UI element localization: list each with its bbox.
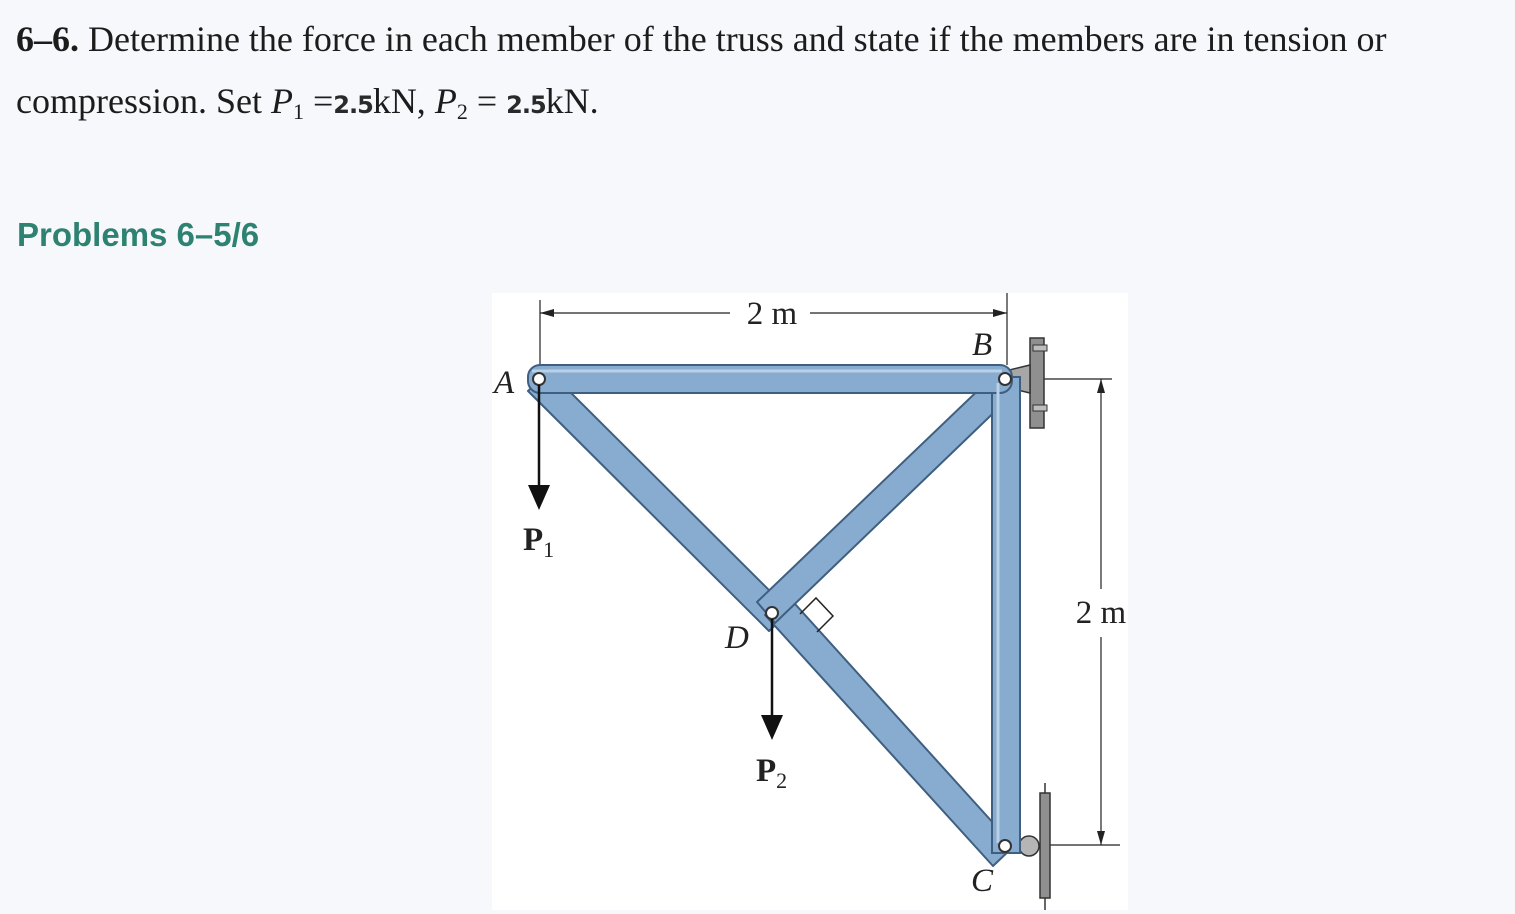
p2-unit: kN.: [545, 81, 599, 121]
problem-statement: [16, 8, 1496, 143]
member-ab: [528, 365, 1012, 393]
top-dimension: [540, 293, 1007, 371]
roller-support-c: [1019, 783, 1050, 910]
member-bc: [992, 377, 1020, 853]
statement-line-2: compression. Set: [16, 81, 271, 121]
load-label-p2: P2: [756, 753, 788, 793]
member-db: [757, 377, 1010, 623]
equals-sign: =: [303, 81, 334, 121]
dimension-right-label: 2 m: [1075, 595, 1127, 631]
joint-label-d: D: [725, 620, 749, 656]
section-heading: Problems 6–5/6: [17, 216, 260, 253]
truss-figure: [492, 293, 1128, 910]
p1-subscript: 1: [292, 99, 304, 124]
p1-symbol: P: [270, 81, 293, 121]
p2-subscript: 2: [456, 99, 468, 124]
p1-unit: kN,: [372, 81, 435, 121]
joint-label-a: A: [494, 365, 515, 401]
pin-b: [999, 373, 1011, 385]
pin-a: [533, 373, 545, 385]
load-label-p1: P1: [523, 522, 555, 562]
p2-value-handwritten: 2.5: [506, 91, 546, 119]
joint-label-b: B: [972, 327, 993, 363]
p2-symbol: P: [434, 81, 457, 121]
right-dimension: [1027, 379, 1127, 845]
dimension-top-label: 2 m: [746, 296, 798, 332]
joint-label-c: C: [971, 863, 994, 899]
load-arrow-p2: [761, 619, 783, 740]
pin-d: [766, 607, 778, 619]
equals-sign-2: =: [467, 81, 507, 121]
p1-value-handwritten: 2.5: [333, 91, 373, 119]
member-dc: [765, 594, 1014, 866]
problem-number: 6–6.: [16, 19, 79, 59]
pin-c: [999, 840, 1011, 852]
statement-line-1: Determine the force in each member of the truss and state if the members are in tension or: [79, 19, 1387, 59]
member-ad: [528, 371, 790, 631]
truss-diagram: [492, 293, 1128, 910]
